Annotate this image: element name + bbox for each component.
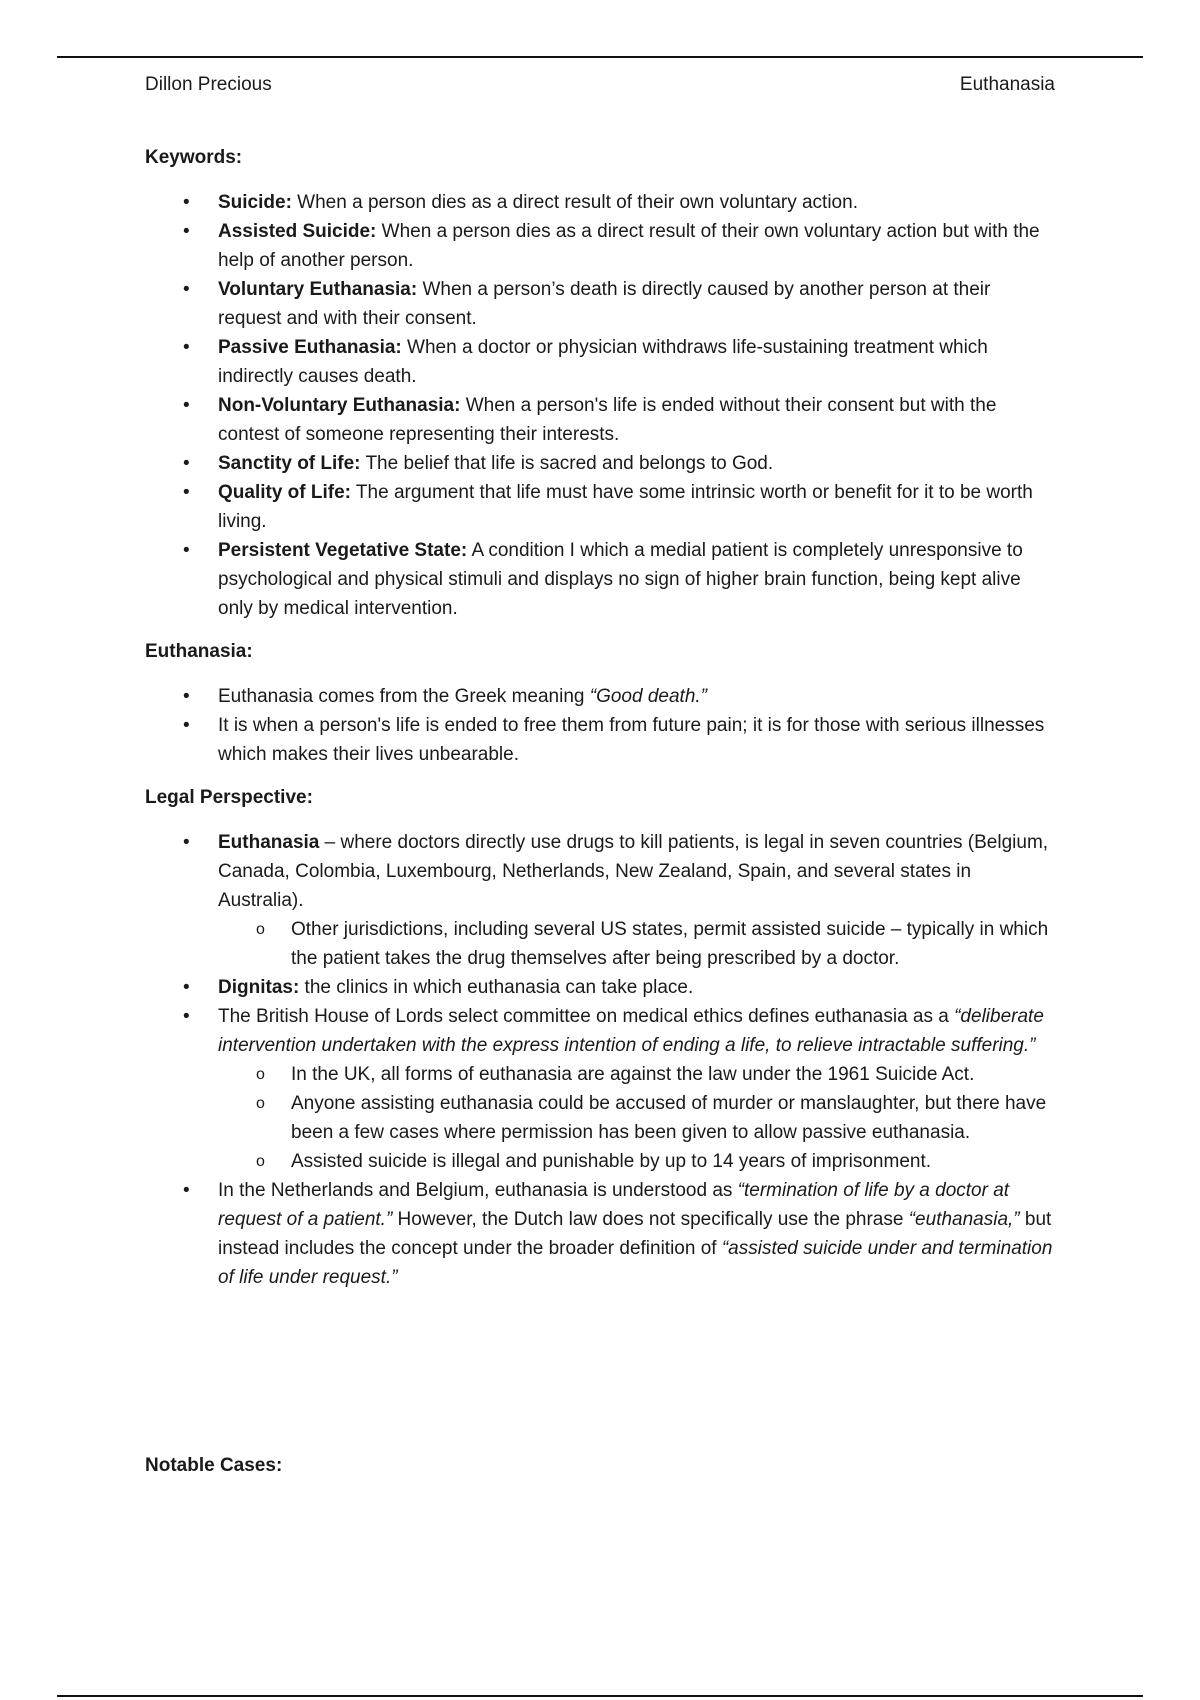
circle-bullet-icon: o [256,921,265,938]
sub-list-item: o In the UK, all forms of euthanasia are against the law under the 1961 Suicide Act. [145,1060,1055,1089]
bullet-icon: • [183,715,190,736]
sub-list-item: o Other jurisdictions, including several US states, permit assisted suicide – typically in which the patient takes the drug themselves after being prescribed by a doctor. [145,915,1055,973]
keyword-item: • Sanctity of Life: The belief that life is sacred and belongs to God. [145,449,1055,478]
list-item: • Euthanasia – where doctors directly use drugs to kill patients, is legal in seven countries (Belgium, Canada, Colombia, Luxembourg, Netherlands, New Zealand, Spain, and several states in Australia). o Other jurisdictions, including several US states, permit assisted suicide – typically in which the patient takes the drug themselves after being prescribed by a doctor. [145,828,1055,973]
euthanasia-list [145,682,1055,769]
sub-list [145,1060,1055,1176]
blank-space [145,1306,1055,1451]
keyword-item: • Quality of Life: The argument that life must have some intrinsic worth or benefit for it to be worth living. [145,478,1055,536]
euthanasia-heading: Euthanasia: [145,641,253,662]
list-item: • It is when a person's life is ended to free them from future pain; it is for those with serious illnesses which makes their lives unbearable. [145,711,1055,769]
footer-rule [57,1695,1143,1697]
document-body [145,143,1055,1480]
bullet-icon: • [183,977,190,998]
bullet-icon: • [183,482,190,503]
list-item: • Dignitas: the clinics in which euthanasia can take place. [145,973,1055,1002]
keywords-list [145,188,1055,623]
bullet-icon: • [183,686,190,707]
author-name: Dillon Precious [145,74,272,95]
bullet-icon: • [183,540,190,561]
bullet-icon: • [183,1180,190,1201]
page-header [145,70,1055,99]
bullet-icon: • [183,453,190,474]
keyword-item: • Voluntary Euthanasia: When a person’s death is directly caused by another person at their request and with their consent. [145,275,1055,333]
header-rule [57,56,1143,58]
circle-bullet-icon: o [256,1066,265,1083]
legal-heading: Legal Perspective: [145,787,313,808]
notable-cases-heading: Notable Cases: [145,1455,283,1476]
keyword-item: • Suicide: When a person dies as a direct result of their own voluntary action. [145,188,1055,217]
keyword-item: • Assisted Suicide: When a person dies as a direct result of their own voluntary action but with the help of another person. [145,217,1055,275]
list-item: • Euthanasia comes from the Greek meaning “Good death.” [145,682,1055,711]
circle-bullet-icon: o [256,1095,265,1112]
bullet-icon: • [183,395,190,416]
bullet-icon: • [183,832,190,853]
list-item: • In the Netherlands and Belgium, euthanasia is understood as “termination of life by a doctor at request of a patient.” However, the Dutch law does not specifically use the phrase “euthanasia,” but instead includes the concept under the broader definition of “assisted suicide under and termination of life under request.” [145,1176,1055,1292]
bullet-icon: • [183,1006,190,1027]
sub-list-item: o Assisted suicide is illegal and punishable by up to 14 years of imprisonment. [145,1147,1055,1176]
bullet-icon: • [183,221,190,242]
keywords-heading: Keywords: [145,147,243,168]
list-item: • The British House of Lords select committee on medical ethics defines euthanasia as a “deliberate intervention undertaken with the express intention of ending a life, to relieve intractable suffering.” o In the UK, all forms of euthanasia are against the law under the 1961 Suicide Act. o Anyone assisting euthanasia could be accused of murder or manslaughter, but there have been a few cases where permission has been given to allow passive euthanasia. o Assisted suicide is illegal and punishable by up to 14 years of imprisonment. [145,1002,1055,1176]
bullet-icon: • [183,337,190,358]
legal-list [145,828,1055,1292]
sub-list [145,915,1055,973]
circle-bullet-icon: o [256,1153,265,1170]
bullet-icon: • [183,192,190,213]
keyword-item: • Persistent Vegetative State: A condition I which a medial patient is completely unresponsive to psychological and physical stimuli and displays no sign of higher brain function, being kept alive only by medical intervention. [145,536,1055,623]
keyword-item: • Passive Euthanasia: When a doctor or physician withdraws life-sustaining treatment which indirectly causes death. [145,333,1055,391]
sub-list-item: o Anyone assisting euthanasia could be accused of murder or manslaughter, but there have been a few cases where permission has been given to allow passive euthanasia. [145,1089,1055,1147]
bullet-icon: • [183,279,190,300]
document-topic: Euthanasia [959,74,1055,95]
keyword-item: • Non-Voluntary Euthanasia: When a person's life is ended without their consent but with the contest of someone representing their interests. [145,391,1055,449]
